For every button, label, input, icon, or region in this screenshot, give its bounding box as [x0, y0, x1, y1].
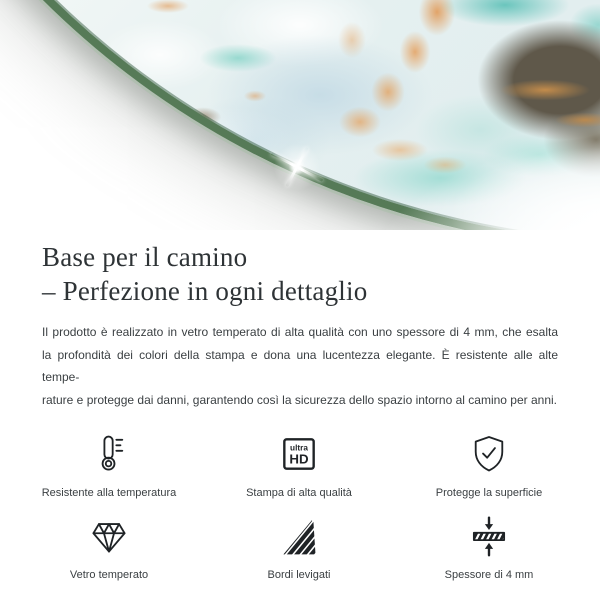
svg-text:ultra: ultra	[290, 443, 308, 453]
glass-disc-edge	[0, 0, 600, 230]
feature-label: Spessore di 4 mm	[444, 569, 534, 581]
diamond-icon	[87, 513, 131, 559]
feature-label: Stampa di alta qualità	[246, 487, 352, 499]
description-line: la profondità dei colori della stampa e dona una lucentezza elegante. È resistente alle alte tempe-	[42, 347, 558, 384]
svg-text:HD: HD	[289, 451, 309, 467]
feature-label: Protegge la superficie	[435, 487, 543, 499]
thickness-press-icon	[467, 513, 511, 559]
feature-surface-protection	[394, 431, 584, 499]
description-line: Il prodotto è realizzato in vetro temperato di alta qualità con uno spessore di 4 mm, che esalta	[42, 325, 558, 339]
shield-check-icon	[467, 431, 511, 477]
page-title-line1: Base per il camino	[42, 242, 248, 272]
thermometer-icon	[87, 431, 131, 477]
description-line: rature e protegge dai danni, garantendo così la sicurezza dello spazio intorno al camino per anni.	[42, 392, 557, 407]
feature-label: Bordi levigati	[267, 569, 331, 581]
feature-grid	[14, 431, 586, 581]
product-description	[42, 321, 558, 411]
feature-label: Resistente alla temperatura	[41, 487, 177, 499]
feature-polished-edges	[204, 513, 394, 581]
hero-product-image	[0, 0, 600, 230]
feature-label: Vetro temperato	[69, 569, 149, 581]
feature-temperature	[14, 431, 204, 499]
polished-edge-icon	[277, 513, 321, 559]
page-title	[42, 240, 558, 308]
feature-tempered-glass	[14, 513, 204, 581]
feature-print-quality	[204, 431, 394, 499]
ultra-hd-icon	[277, 431, 321, 477]
feature-thickness	[394, 513, 584, 581]
page-title-line2: – Perfezione in ogni dettaglio	[42, 276, 368, 306]
